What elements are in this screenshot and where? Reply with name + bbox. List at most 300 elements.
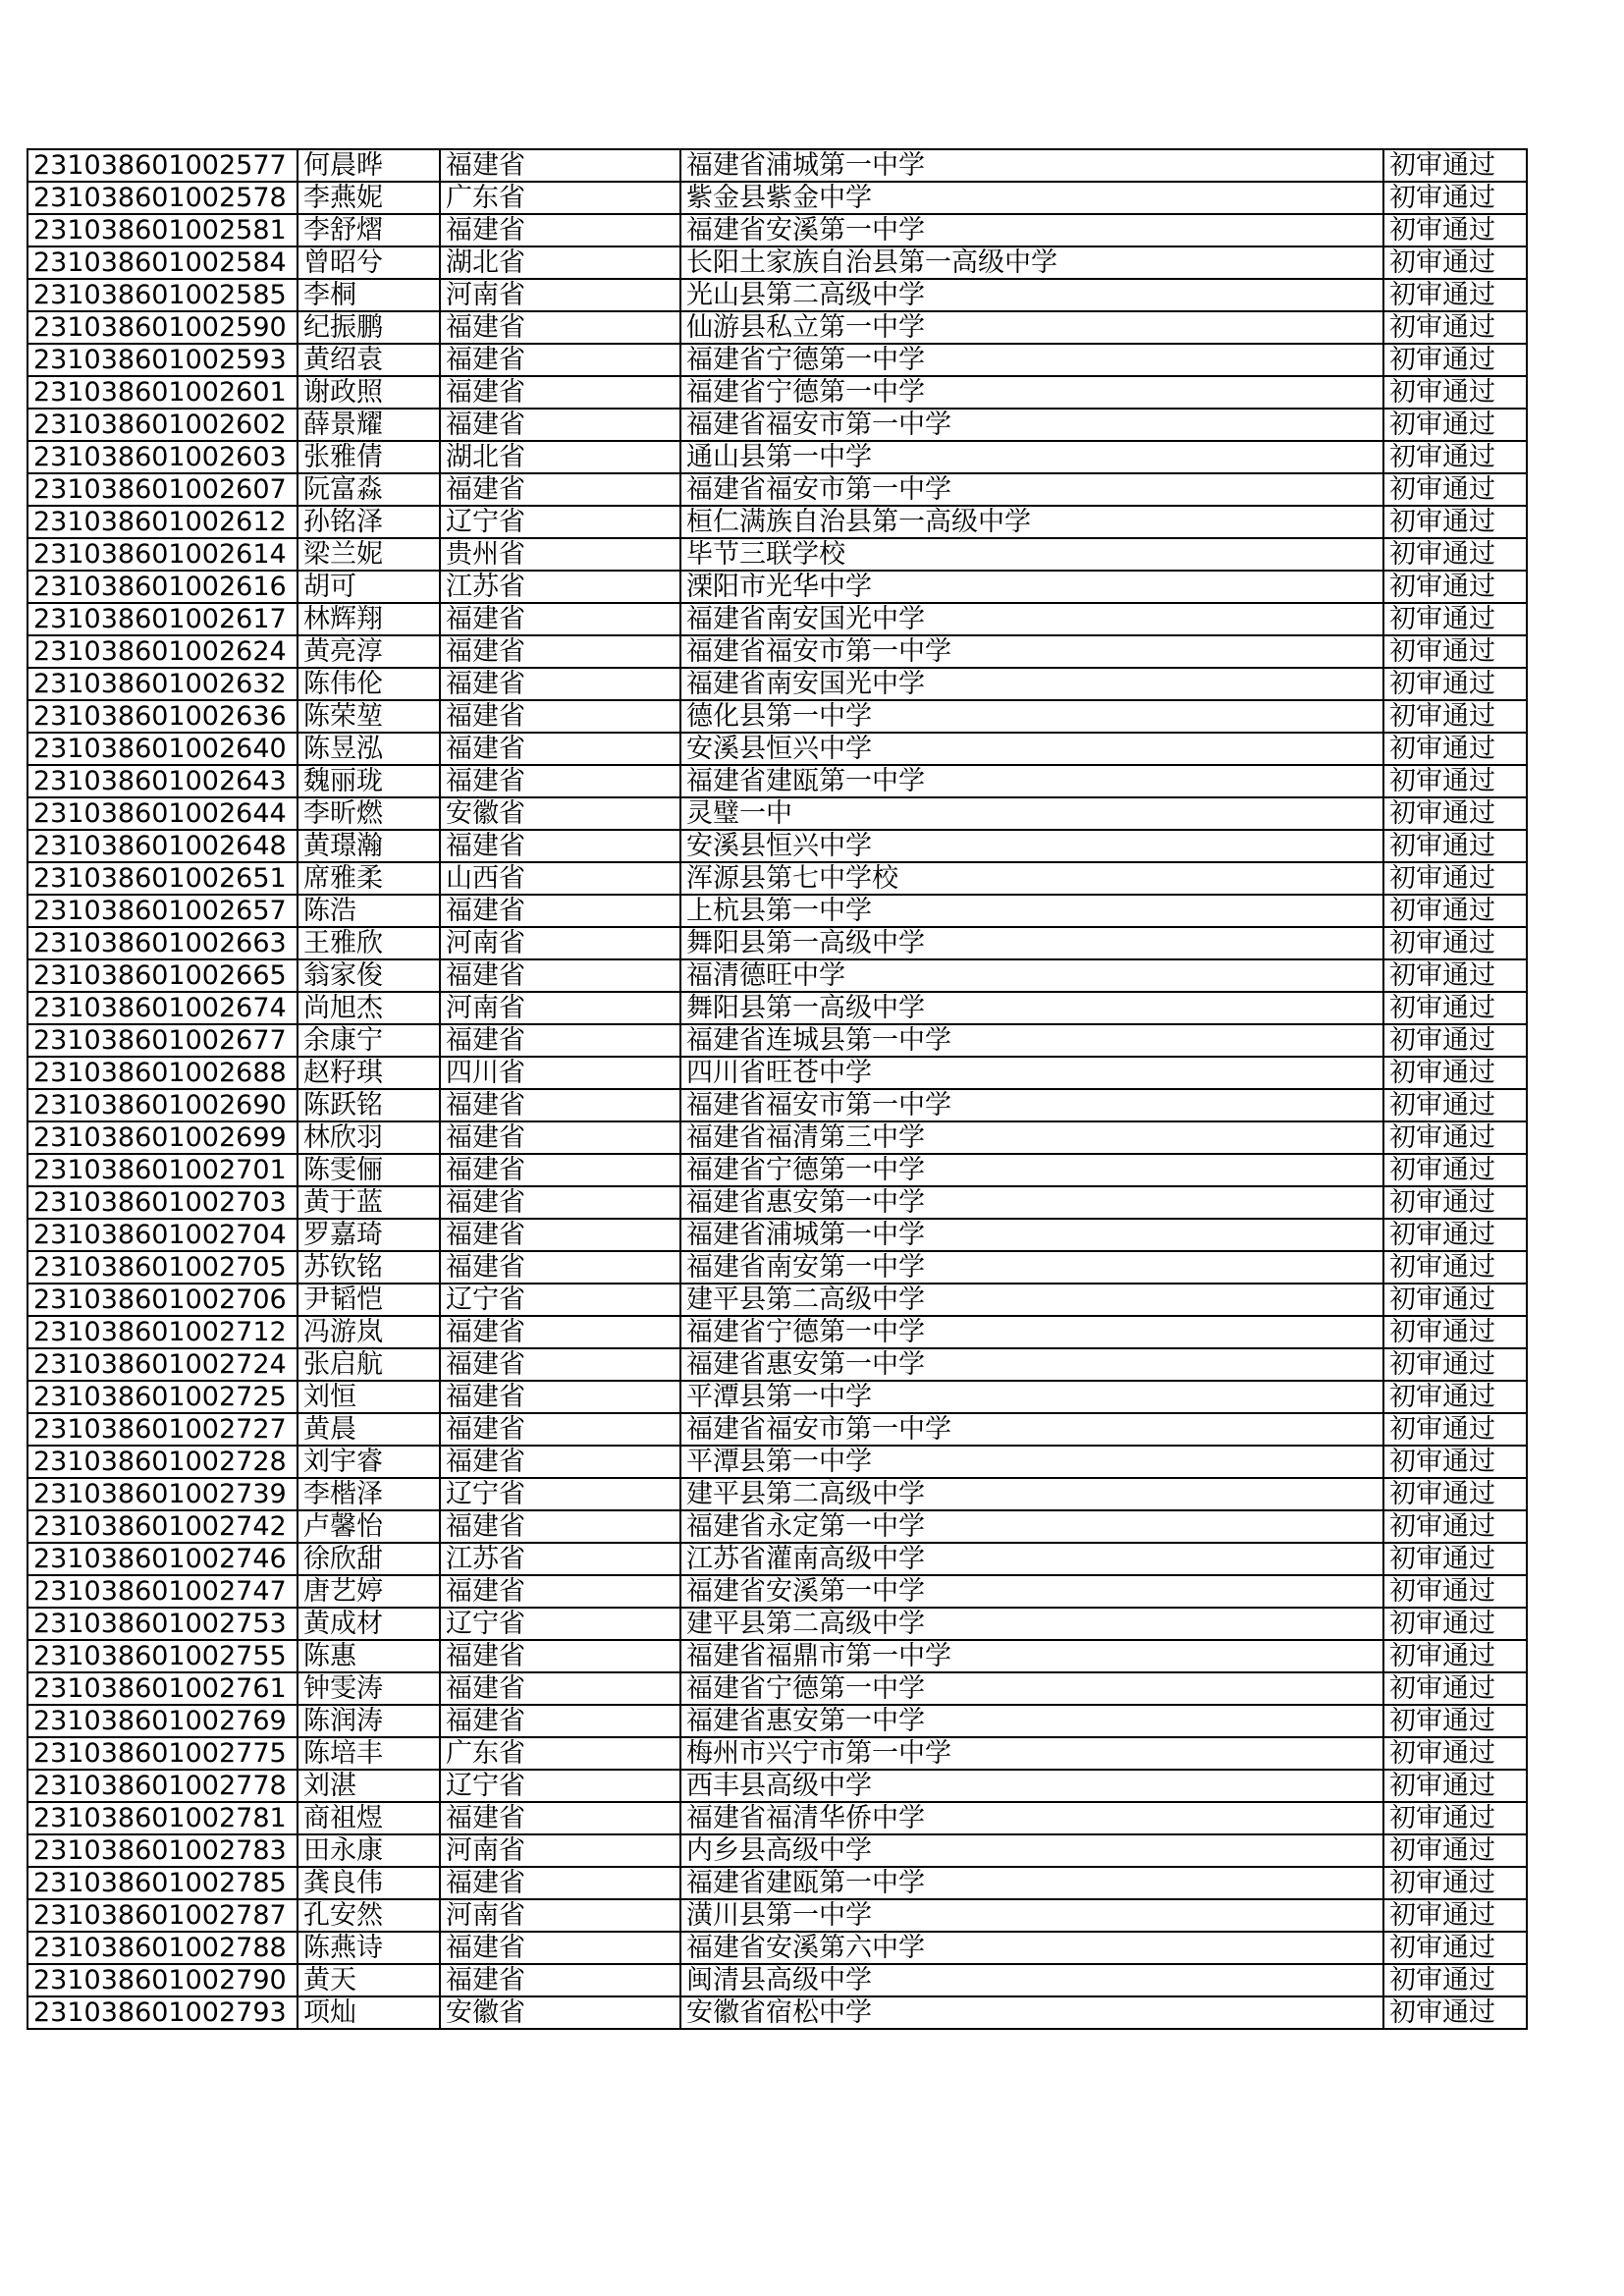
table-row	[27, 246, 1527, 279]
status-cell: 初审通过	[1383, 700, 1527, 733]
table-row	[27, 1867, 1527, 1899]
table-row	[27, 1899, 1527, 1932]
status-cell: 初审通过	[1383, 895, 1527, 927]
name-cell: 李燕妮	[298, 182, 440, 214]
name-cell: 陈惠	[298, 1640, 440, 1672]
status-cell: 初审通过	[1383, 571, 1527, 603]
status-cell: 初审通过	[1383, 959, 1527, 992]
name-cell: 黄璟瀚	[298, 830, 440, 862]
province-cell: 福建省	[440, 149, 680, 182]
province-cell: 福建省	[440, 1154, 680, 1186]
applicant-id-cell: 231038601002636	[27, 700, 298, 733]
table-row	[27, 1705, 1527, 1737]
applicant-id-cell: 231038601002728	[27, 1446, 298, 1478]
province-cell: 广东省	[440, 1737, 680, 1770]
applicant-id-cell: 231038601002688	[27, 1057, 298, 1089]
status-cell: 初审通过	[1383, 797, 1527, 830]
table-row	[27, 214, 1527, 246]
province-cell: 广东省	[440, 182, 680, 214]
applicant-id-cell: 231038601002787	[27, 1899, 298, 1932]
school-cell: 福建省福安市第一中学	[680, 635, 1383, 668]
applicant-id-cell: 231038601002603	[27, 441, 298, 473]
school-cell: 仙游县私立第一中学	[680, 311, 1383, 344]
table-row	[27, 1996, 1527, 2029]
school-cell: 福建省宁德第一中学	[680, 1316, 1383, 1348]
name-cell: 苏钦铭	[298, 1251, 440, 1284]
status-cell: 初审通过	[1383, 1154, 1527, 1186]
applicant-id-cell: 231038601002674	[27, 992, 298, 1024]
applicant-id-cell: 231038601002657	[27, 895, 298, 927]
school-cell: 西丰县高级中学	[680, 1770, 1383, 1802]
province-cell: 福建省	[440, 1251, 680, 1284]
school-cell: 福建省浦城第一中学	[680, 1219, 1383, 1251]
province-cell: 福建省	[440, 1186, 680, 1219]
school-cell: 福建省南安第一中学	[680, 1251, 1383, 1284]
school-cell: 建平县第二高级中学	[680, 1608, 1383, 1640]
school-cell: 福建省安溪第一中学	[680, 214, 1383, 246]
province-cell: 安徽省	[440, 797, 680, 830]
province-cell: 辽宁省	[440, 1770, 680, 1802]
school-cell: 福建省南安国光中学	[680, 603, 1383, 635]
table-row	[27, 992, 1527, 1024]
name-cell: 余康宁	[298, 1024, 440, 1057]
name-cell: 黄亮淳	[298, 635, 440, 668]
table-row	[27, 1446, 1527, 1478]
province-cell: 福建省	[440, 733, 680, 765]
school-cell: 建平县第二高级中学	[680, 1478, 1383, 1510]
name-cell: 林辉翔	[298, 603, 440, 635]
province-cell: 福建省	[440, 1348, 680, 1381]
applicant-id-cell: 231038601002704	[27, 1219, 298, 1251]
province-cell: 福建省	[440, 1672, 680, 1705]
table-row	[27, 1478, 1527, 1510]
table-row	[27, 1219, 1527, 1251]
name-cell: 刘宇睿	[298, 1446, 440, 1478]
table-row	[27, 279, 1527, 311]
applicant-id-cell: 231038601002578	[27, 182, 298, 214]
school-cell: 江苏省灌南高级中学	[680, 1543, 1383, 1575]
school-cell: 闽清县高级中学	[680, 1964, 1383, 1996]
status-cell: 初审通过	[1383, 473, 1527, 506]
table-row	[27, 1186, 1527, 1219]
school-cell: 福建省连城县第一中学	[680, 1024, 1383, 1057]
name-cell: 曾昭兮	[298, 246, 440, 279]
status-cell: 初审通过	[1383, 1770, 1527, 1802]
status-cell: 初审通过	[1383, 1575, 1527, 1608]
table-row	[27, 1024, 1527, 1057]
table-row	[27, 149, 1527, 182]
applicant-id-cell: 231038601002725	[27, 1381, 298, 1413]
school-cell: 浑源县第七中学校	[680, 862, 1383, 895]
name-cell: 王雅欣	[298, 927, 440, 959]
status-cell: 初审通过	[1383, 182, 1527, 214]
school-cell: 毕节三联学校	[680, 538, 1383, 571]
name-cell: 魏丽珑	[298, 765, 440, 797]
name-cell: 谢政照	[298, 376, 440, 409]
status-cell: 初审通过	[1383, 1348, 1527, 1381]
school-cell: 安徽省宿松中学	[680, 1996, 1383, 2029]
status-cell: 初审通过	[1383, 1996, 1527, 2029]
status-cell: 初审通过	[1383, 344, 1527, 376]
school-cell: 福建省建瓯第一中学	[680, 765, 1383, 797]
school-cell: 福建省福安市第一中学	[680, 473, 1383, 506]
table-row	[27, 668, 1527, 700]
applicant-id-cell: 231038601002712	[27, 1316, 298, 1348]
table-row	[27, 311, 1527, 344]
status-cell: 初审通过	[1383, 1932, 1527, 1964]
school-cell: 梅州市兴宁市第一中学	[680, 1737, 1383, 1770]
name-cell: 陈跃铭	[298, 1089, 440, 1121]
name-cell: 陈昱泓	[298, 733, 440, 765]
table-row	[27, 1802, 1527, 1834]
status-cell: 初审通过	[1383, 733, 1527, 765]
name-cell: 阮富淼	[298, 473, 440, 506]
status-cell: 初审通过	[1383, 506, 1527, 538]
province-cell: 福建省	[440, 1510, 680, 1543]
table-row	[27, 895, 1527, 927]
name-cell: 薛景耀	[298, 409, 440, 441]
status-cell: 初审通过	[1383, 927, 1527, 959]
applicant-id-cell: 231038601002590	[27, 311, 298, 344]
table-row	[27, 1348, 1527, 1381]
province-cell: 辽宁省	[440, 506, 680, 538]
table-row	[27, 1057, 1527, 1089]
applicant-id-cell: 231038601002699	[27, 1121, 298, 1154]
status-cell: 初审通过	[1383, 246, 1527, 279]
province-cell: 福建省	[440, 409, 680, 441]
table-row	[27, 1413, 1527, 1446]
name-cell: 赵籽琪	[298, 1057, 440, 1089]
name-cell: 黄天	[298, 1964, 440, 1996]
applicant-id-cell: 231038601002785	[27, 1867, 298, 1899]
school-cell: 灵璧一中	[680, 797, 1383, 830]
name-cell: 冯游岚	[298, 1316, 440, 1348]
name-cell: 田永康	[298, 1834, 440, 1867]
province-cell: 福建省	[440, 1446, 680, 1478]
school-cell: 德化县第一中学	[680, 700, 1383, 733]
status-cell: 初审通过	[1383, 1672, 1527, 1705]
province-cell: 福建省	[440, 376, 680, 409]
applicant-id-cell: 231038601002788	[27, 1932, 298, 1964]
status-cell: 初审通过	[1383, 1510, 1527, 1543]
school-cell: 上杭县第一中学	[680, 895, 1383, 927]
status-cell: 初审通过	[1383, 279, 1527, 311]
name-cell: 张启航	[298, 1348, 440, 1381]
status-cell: 初审通过	[1383, 603, 1527, 635]
status-cell: 初审通过	[1383, 441, 1527, 473]
name-cell: 徐欣甜	[298, 1543, 440, 1575]
name-cell: 钟雯涛	[298, 1672, 440, 1705]
status-cell: 初审通过	[1383, 1024, 1527, 1057]
name-cell: 尚旭杰	[298, 992, 440, 1024]
province-cell: 河南省	[440, 279, 680, 311]
school-cell: 福建省惠安第一中学	[680, 1186, 1383, 1219]
status-cell: 初审通过	[1383, 538, 1527, 571]
table-row	[27, 1284, 1527, 1316]
school-cell: 福建省福清第三中学	[680, 1121, 1383, 1154]
name-cell: 张雅倩	[298, 441, 440, 473]
province-cell: 福建省	[440, 765, 680, 797]
school-cell: 福建省建瓯第一中学	[680, 1867, 1383, 1899]
table-row	[27, 1964, 1527, 1996]
table-row	[27, 862, 1527, 895]
province-cell: 安徽省	[440, 1996, 680, 2029]
applicant-id-cell: 231038601002612	[27, 506, 298, 538]
school-cell: 福建省安溪第六中学	[680, 1932, 1383, 1964]
name-cell: 纪振鹏	[298, 311, 440, 344]
applicant-id-cell: 231038601002746	[27, 1543, 298, 1575]
applicant-id-cell: 231038601002727	[27, 1413, 298, 1446]
school-cell: 福建省宁德第一中学	[680, 1154, 1383, 1186]
applicant-id-cell: 231038601002614	[27, 538, 298, 571]
name-cell: 黄绍袁	[298, 344, 440, 376]
name-cell: 卢馨怡	[298, 1510, 440, 1543]
applicant-id-cell: 231038601002703	[27, 1186, 298, 1219]
school-cell: 福建省福清华侨中学	[680, 1802, 1383, 1834]
province-cell: 福建省	[440, 1219, 680, 1251]
school-cell: 福建省宁德第一中学	[680, 344, 1383, 376]
table-row	[27, 1121, 1527, 1154]
applicant-id-cell: 231038601002747	[27, 1575, 298, 1608]
status-cell: 初审通过	[1383, 1964, 1527, 1996]
name-cell: 林欣羽	[298, 1121, 440, 1154]
province-cell: 河南省	[440, 927, 680, 959]
province-cell: 福建省	[440, 635, 680, 668]
applicant-table	[27, 148, 1528, 2030]
applicant-id-cell: 231038601002663	[27, 927, 298, 959]
table-row	[27, 927, 1527, 959]
table-row	[27, 182, 1527, 214]
table-row	[27, 1381, 1527, 1413]
table-row	[27, 571, 1527, 603]
applicant-id-cell: 231038601002739	[27, 1478, 298, 1510]
applicant-id-cell: 231038601002665	[27, 959, 298, 992]
province-cell: 河南省	[440, 992, 680, 1024]
name-cell: 席雅柔	[298, 862, 440, 895]
name-cell: 商祖煜	[298, 1802, 440, 1834]
table-row	[27, 635, 1527, 668]
status-cell: 初审通过	[1383, 1899, 1527, 1932]
school-cell: 安溪县恒兴中学	[680, 830, 1383, 862]
status-cell: 初审通过	[1383, 1284, 1527, 1316]
applicant-id-cell: 231038601002753	[27, 1608, 298, 1640]
name-cell: 黄于蓝	[298, 1186, 440, 1219]
school-cell: 光山县第二高级中学	[680, 279, 1383, 311]
status-cell: 初审通过	[1383, 1543, 1527, 1575]
applicant-id-cell: 231038601002624	[27, 635, 298, 668]
province-cell: 福建省	[440, 1802, 680, 1834]
table-row	[27, 376, 1527, 409]
school-cell: 通山县第一中学	[680, 441, 1383, 473]
applicant-id-cell: 231038601002632	[27, 668, 298, 700]
school-cell: 福建省安溪第一中学	[680, 1575, 1383, 1608]
school-cell: 潢川县第一中学	[680, 1899, 1383, 1932]
applicant-id-cell: 231038601002577	[27, 149, 298, 182]
name-cell: 梁兰妮	[298, 538, 440, 571]
name-cell: 陈燕诗	[298, 1932, 440, 1964]
name-cell: 陈浩	[298, 895, 440, 927]
school-cell: 福建省宁德第一中学	[680, 376, 1383, 409]
table-row	[27, 473, 1527, 506]
province-cell: 福建省	[440, 1640, 680, 1672]
status-cell: 初审通过	[1383, 765, 1527, 797]
status-cell: 初审通过	[1383, 1121, 1527, 1154]
school-cell: 福建省惠安第一中学	[680, 1348, 1383, 1381]
status-cell: 初审通过	[1383, 1608, 1527, 1640]
school-cell: 福建省福鼎市第一中学	[680, 1640, 1383, 1672]
province-cell: 福建省	[440, 344, 680, 376]
name-cell: 陈培丰	[298, 1737, 440, 1770]
applicant-id-cell: 231038601002778	[27, 1770, 298, 1802]
table-row	[27, 959, 1527, 992]
table-row	[27, 830, 1527, 862]
applicant-id-cell: 231038601002616	[27, 571, 298, 603]
province-cell: 福建省	[440, 473, 680, 506]
province-cell: 福建省	[440, 1413, 680, 1446]
table-row	[27, 538, 1527, 571]
status-cell: 初审通过	[1383, 668, 1527, 700]
province-cell: 福建省	[440, 214, 680, 246]
table-row	[27, 700, 1527, 733]
name-cell: 李楷泽	[298, 1478, 440, 1510]
name-cell: 陈荣堃	[298, 700, 440, 733]
applicant-id-cell: 231038601002584	[27, 246, 298, 279]
table-row	[27, 797, 1527, 830]
status-cell: 初审通过	[1383, 1737, 1527, 1770]
status-cell: 初审通过	[1383, 376, 1527, 409]
applicant-id-cell: 231038601002761	[27, 1672, 298, 1705]
name-cell: 陈润涛	[298, 1705, 440, 1737]
table-row	[27, 1543, 1527, 1575]
school-cell: 舞阳县第一高级中学	[680, 927, 1383, 959]
school-cell: 溧阳市光华中学	[680, 571, 1383, 603]
name-cell: 罗嘉琦	[298, 1219, 440, 1251]
name-cell: 项灿	[298, 1996, 440, 2029]
school-cell: 紫金县紫金中学	[680, 182, 1383, 214]
school-cell: 福建省浦城第一中学	[680, 149, 1383, 182]
applicant-id-cell: 231038601002648	[27, 830, 298, 862]
applicant-id-cell: 231038601002640	[27, 733, 298, 765]
table-row	[27, 1510, 1527, 1543]
school-cell: 长阳土家族自治县第一高级中学	[680, 246, 1383, 279]
school-cell: 平潭县第一中学	[680, 1381, 1383, 1413]
status-cell: 初审通过	[1383, 149, 1527, 182]
name-cell: 孙铭泽	[298, 506, 440, 538]
province-cell: 福建省	[440, 895, 680, 927]
table-row	[27, 1770, 1527, 1802]
table-row	[27, 1089, 1527, 1121]
status-cell: 初审通过	[1383, 1057, 1527, 1089]
applicant-id-cell: 231038601002651	[27, 862, 298, 895]
applicant-id-cell: 231038601002677	[27, 1024, 298, 1057]
status-cell: 初审通过	[1383, 1640, 1527, 1672]
applicant-id-cell: 231038601002581	[27, 214, 298, 246]
status-cell: 初审通过	[1383, 1446, 1527, 1478]
school-cell: 安溪县恒兴中学	[680, 733, 1383, 765]
status-cell: 初审通过	[1383, 1413, 1527, 1446]
province-cell: 福建省	[440, 1089, 680, 1121]
applicant-id-cell: 231038601002775	[27, 1737, 298, 1770]
school-cell: 福建省宁德第一中学	[680, 1672, 1383, 1705]
name-cell: 龚良伟	[298, 1867, 440, 1899]
school-cell: 建平县第二高级中学	[680, 1284, 1383, 1316]
status-cell: 初审通过	[1383, 992, 1527, 1024]
name-cell: 胡可	[298, 571, 440, 603]
province-cell: 河南省	[440, 1834, 680, 1867]
name-cell: 陈伟伦	[298, 668, 440, 700]
table-row	[27, 409, 1527, 441]
province-cell: 福建省	[440, 311, 680, 344]
province-cell: 江苏省	[440, 571, 680, 603]
school-cell: 福建省惠安第一中学	[680, 1705, 1383, 1737]
status-cell: 初审通过	[1383, 1705, 1527, 1737]
table-row	[27, 733, 1527, 765]
applicant-id-cell: 231038601002781	[27, 1802, 298, 1834]
applicant-id-cell: 231038601002790	[27, 1964, 298, 1996]
province-cell: 福建省	[440, 1964, 680, 1996]
table-row	[27, 441, 1527, 473]
table-row	[27, 1672, 1527, 1705]
name-cell: 翁家俊	[298, 959, 440, 992]
table-row	[27, 1737, 1527, 1770]
table-row	[27, 1932, 1527, 1964]
table-row	[27, 1154, 1527, 1186]
province-cell: 福建省	[440, 1316, 680, 1348]
province-cell: 福建省	[440, 1024, 680, 1057]
school-cell: 福建省福安市第一中学	[680, 409, 1383, 441]
province-cell: 福建省	[440, 1705, 680, 1737]
status-cell: 初审通过	[1383, 1316, 1527, 1348]
province-cell: 辽宁省	[440, 1608, 680, 1640]
status-cell: 初审通过	[1383, 214, 1527, 246]
school-cell: 福建省永定第一中学	[680, 1510, 1383, 1543]
table-row	[27, 765, 1527, 797]
province-cell: 福建省	[440, 1575, 680, 1608]
table-row	[27, 1251, 1527, 1284]
status-cell: 初审通过	[1383, 409, 1527, 441]
table-row	[27, 1316, 1527, 1348]
status-cell: 初审通过	[1383, 830, 1527, 862]
applicant-id-cell: 231038601002724	[27, 1348, 298, 1381]
applicant-id-cell: 231038601002783	[27, 1834, 298, 1867]
applicant-id-cell: 231038601002690	[27, 1089, 298, 1121]
province-cell: 福建省	[440, 1381, 680, 1413]
status-cell: 初审通过	[1383, 1867, 1527, 1899]
name-cell: 黄晨	[298, 1413, 440, 1446]
table-row	[27, 1834, 1527, 1867]
province-cell: 贵州省	[440, 538, 680, 571]
applicant-id-cell: 231038601002793	[27, 1996, 298, 2029]
name-cell: 刘湛	[298, 1770, 440, 1802]
status-cell: 初审通过	[1383, 1186, 1527, 1219]
table-row	[27, 506, 1527, 538]
province-cell: 福建省	[440, 668, 680, 700]
table-row	[27, 1640, 1527, 1672]
applicant-id-cell: 231038601002742	[27, 1510, 298, 1543]
province-cell: 福建省	[440, 959, 680, 992]
name-cell: 黄成材	[298, 1608, 440, 1640]
applicant-id-cell: 231038601002706	[27, 1284, 298, 1316]
school-cell: 舞阳县第一高级中学	[680, 992, 1383, 1024]
status-cell: 初审通过	[1383, 862, 1527, 895]
applicant-id-cell: 231038601002617	[27, 603, 298, 635]
status-cell: 初审通过	[1383, 1478, 1527, 1510]
province-cell: 福建省	[440, 1121, 680, 1154]
applicant-id-cell: 231038601002602	[27, 409, 298, 441]
applicant-id-cell: 231038601002644	[27, 797, 298, 830]
applicant-id-cell: 231038601002593	[27, 344, 298, 376]
name-cell: 何晨晔	[298, 149, 440, 182]
